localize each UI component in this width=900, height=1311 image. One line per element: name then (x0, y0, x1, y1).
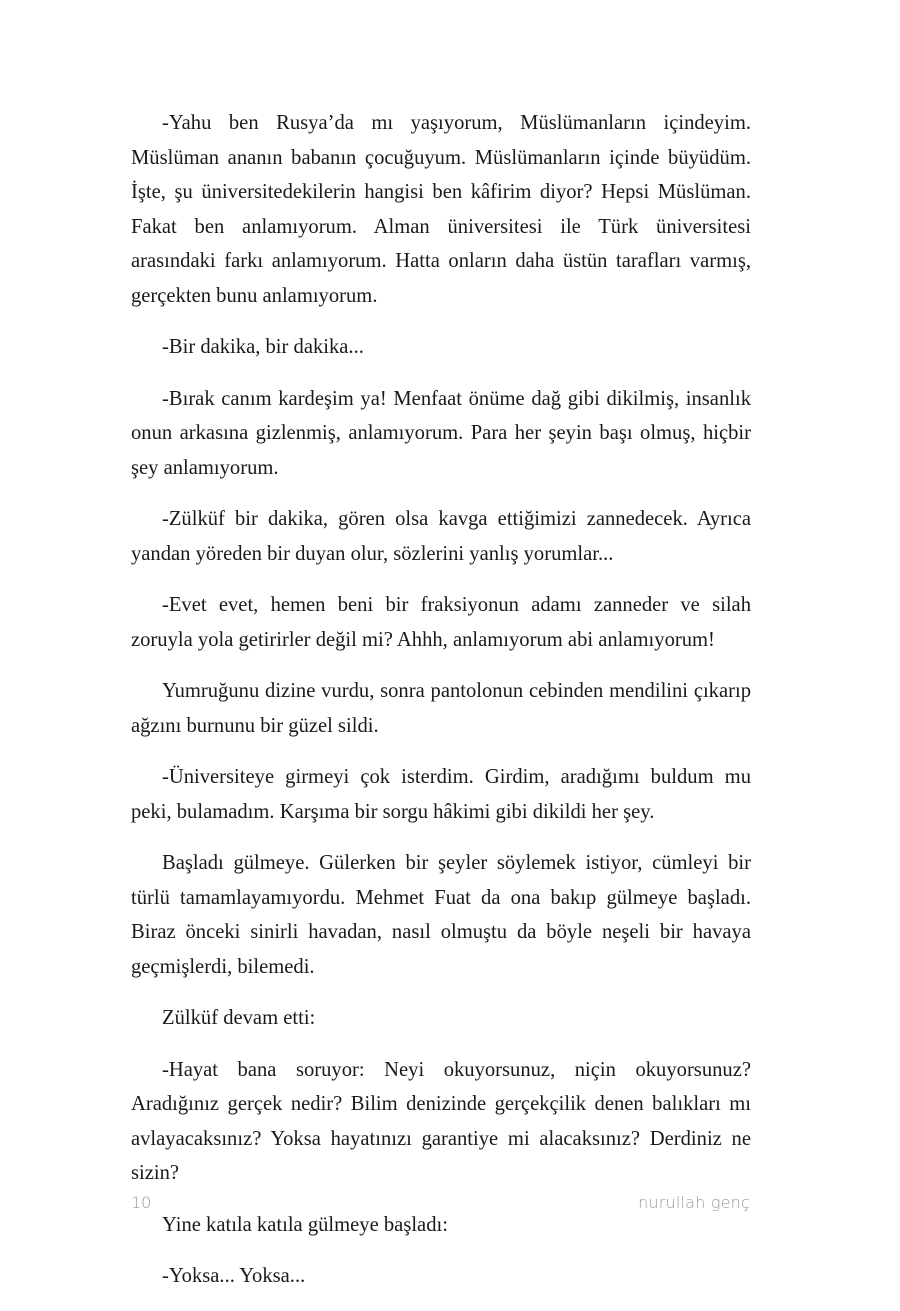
paragraph-10: -Hayat bana soruyor: Neyi okuyorsunuz, niçin okuyorsunuz? Aradığınız gerçek nedir? Bilim denizinde gerçekçilik denen balıkları mı avlayacaksınız? Yoksa hayatınızı garantiye mi alacaksınız? Derdiniz ne sizin? (131, 1058, 751, 1184)
page-number: 10 (131, 1193, 152, 1212)
paragraph-8: Başladı gülmeye. Gülerken bir şeyler söylemek istiyor, cümleyi bir türlü tamamlayamıyordu. Mehmet Fuat da ona bakıp gülmeye başladı. Biraz önceki sinirli havadan, nasıl olmuştu da böyle neşeli bir havaya geçmişlerdi, bilemedi. (131, 852, 751, 978)
page-body-text (131, 106, 751, 1311)
running-footer-author: nurullah genç (638, 1193, 750, 1212)
paragraph-7: -Üniversiteye girmeyi çok isterdim. Girdim, aradığımı buldum mu peki, bulamadım. Karşıma bir sorgu hâkimi gibi dikildi her şey. (131, 766, 751, 823)
paragraph-9: Zülküf devam etti: (162, 1007, 316, 1029)
paragraph-12: -Yoksa... Yoksa... (162, 1265, 306, 1287)
paragraph-3: -Bırak canım kardeşim ya! Menfaat önüme dağ gibi dikilmiş, insanlık onun arkasına gizlenmiş, anlamıyorum. Para her şeyin başı olmuş, hiçbir şey anlamıyorum. (131, 387, 751, 479)
paragraph-1: -Yahu ben Rusya’da mı yaşıyorum, Müslümanların içindeyim. Müslüman ananın babanın çocuğuyum. Müslümanların içinde büyüdüm. İşte, şu üniversitedekilerin hangisi ben kâfirim diyor? Hepsi Müslüman. Fakat ben anlamıyorum. Alman üniversitesi ile Türk üniversitesi arasındaki farkı anlamıyorum. Hatta onların daha üstün tarafları varmış, gerçekten bunu anlamıyorum. (131, 112, 751, 307)
paragraph-5: -Evet evet, hemen beni bir fraksiyonun adamı zanneder ve silah zoruyla yola getirirler değil mi? Ahhh, anlamıyorum abi anlamıyorum! (131, 594, 751, 651)
paragraph-11: Yine katıla katıla gülmeye başladı: (162, 1213, 448, 1236)
paragraph-4: -Zülküf bir dakika, gören olsa kavga ettiğimizi zannedecek. Ayrıca yandan yöreden bir duyan olur, sözlerini yanlış yorumlar... (131, 508, 751, 565)
paragraph-2: -Bir dakika, bir dakika... (162, 336, 364, 358)
paragraph-6: Yumruğunu dizine vurdu, sonra pantolonun cebinden mendilini çıkarıp ağzını burnunu bir güzel sildi. (131, 680, 751, 737)
